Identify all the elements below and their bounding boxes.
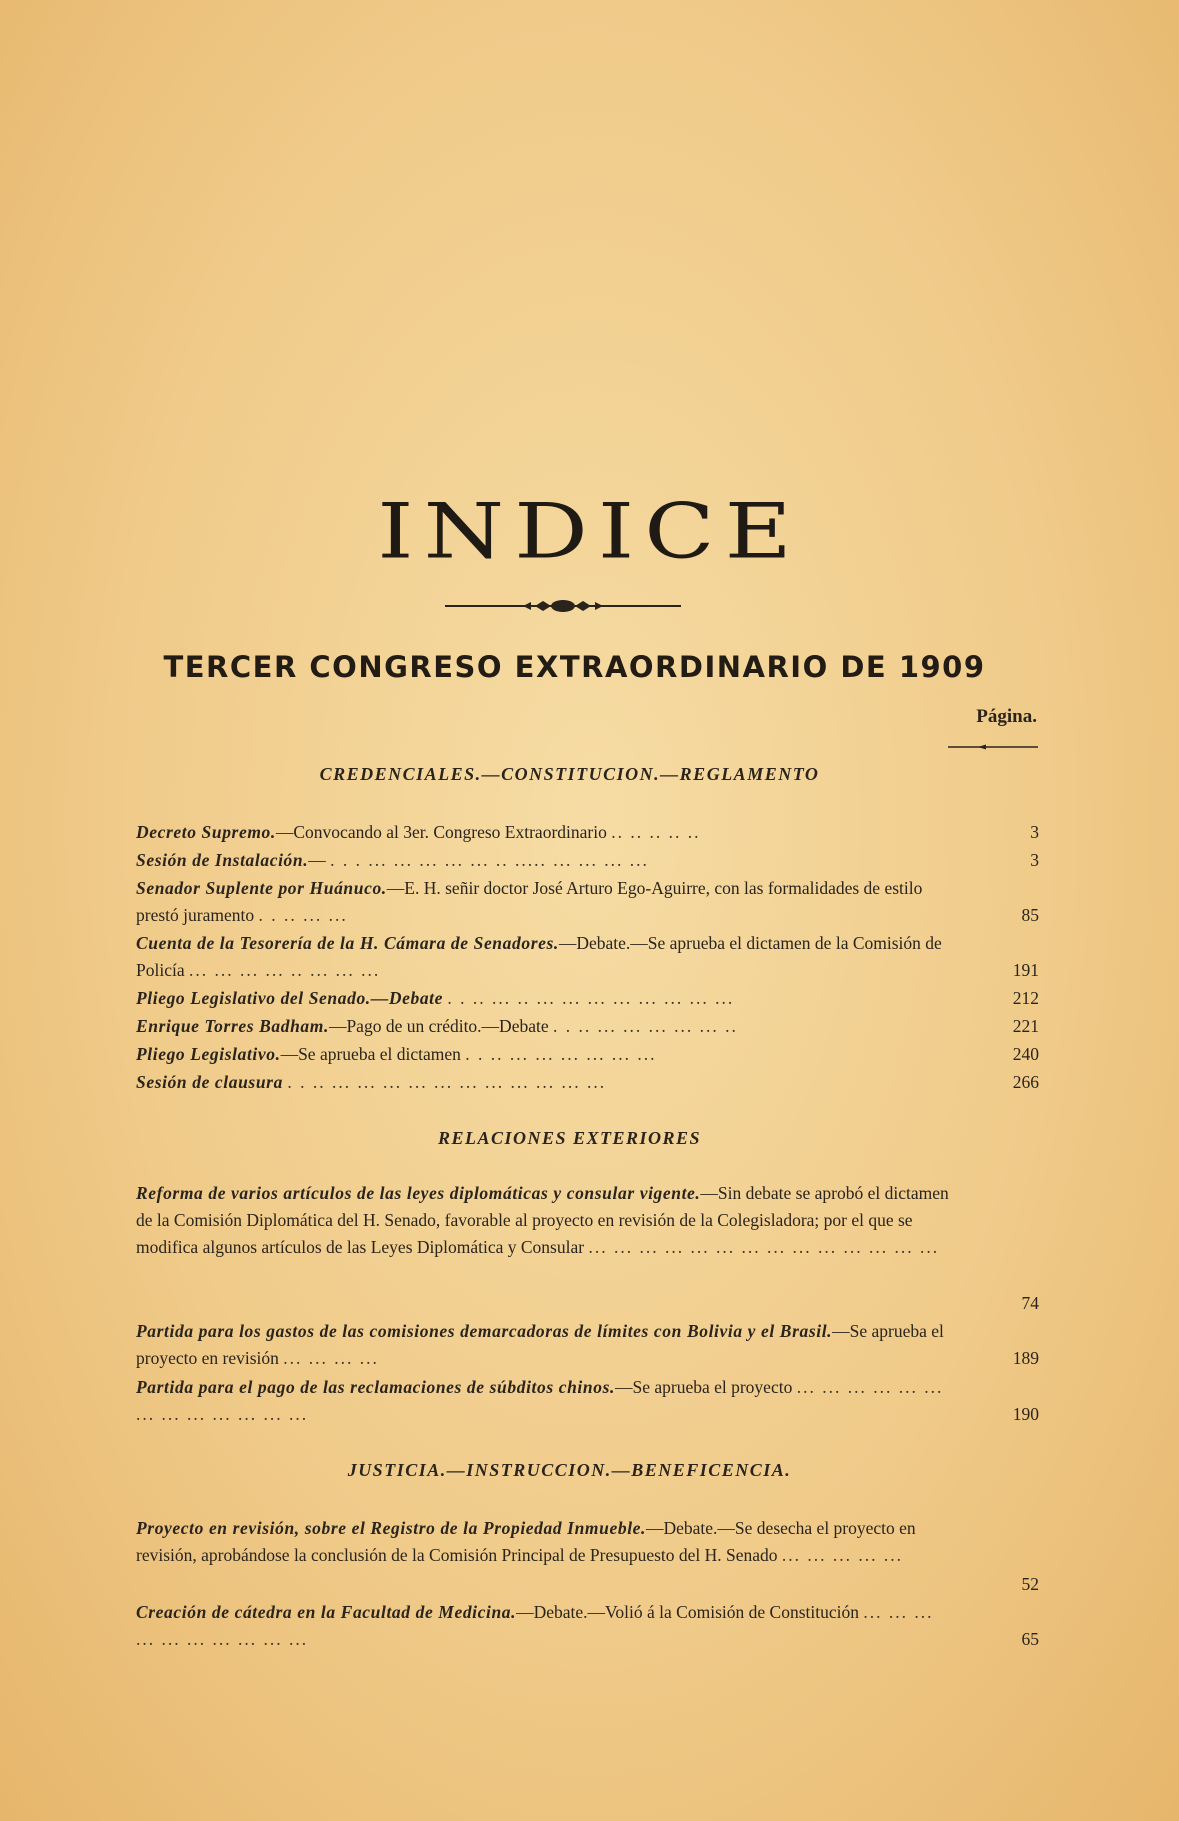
- dot-leader: ... ... ... ...: [283, 1348, 379, 1368]
- page-number: 3: [1030, 850, 1039, 870]
- entry-title: Sesión de clausura: [136, 1072, 283, 1092]
- dot-leader: . . .. ... ... ... ... ... ... ... ... ... ... ...: [287, 1072, 607, 1092]
- page-column-header: Página.: [976, 706, 1037, 727]
- entry-description: —E. H. señir doctor José Arturo Ego-Aguirre, con las formalidades de estilo prestó juramento: [136, 878, 923, 925]
- page-title: INDICE: [377, 487, 802, 576]
- page-number: 190: [1012, 1404, 1039, 1424]
- page-number: 221: [1012, 1016, 1039, 1036]
- section-title: JUSTICIA.—INSTRUCCION.—BENEFICENCIA.: [347, 1460, 792, 1480]
- entry-description: —Debate.—Se desecha el proyecto en revisión, aprobándose la conclusión de la Comisión Principal de Presupuesto del H. Senado: [136, 1518, 916, 1565]
- page-number: 74: [1021, 1293, 1039, 1313]
- page-number: 240: [1012, 1044, 1039, 1064]
- entry-title: Proyecto en revisión, sobre el Registro de la Propiedad Inmueble.: [136, 1518, 646, 1538]
- dot-leader: . . .. ... ... ... ... ... ...: [465, 1044, 657, 1064]
- page-number: 212: [1012, 988, 1039, 1008]
- ornament-divider: [445, 598, 681, 614]
- entry-title: Partida para los gastos de las comisiones demarcadoras de límites con Bolivia y el Brasil.: [136, 1321, 833, 1341]
- entry-description: —Convocando al 3er. Congreso Extraordinario: [275, 822, 607, 842]
- dot-leader: . . .. ... .. ... ... ... ... ... ... ... ...: [447, 988, 735, 1008]
- dot-leader: . . .. ... ... ... ... ... ..: [552, 1016, 738, 1036]
- entry-title: Reforma de varios artículos de las leyes diplomáticas y consular vigente.: [136, 1183, 701, 1203]
- entry-description: —: [308, 850, 326, 870]
- dot-leader: ... ... ... ... .. ... ... ...: [188, 960, 381, 980]
- entry-description: —Sin debate se aprobó el dictamen de la Comisión Diplomática del H. Senado, favorable al proyecto en revisión de la Colegisladora; por el que se modifica algunos artículos de las Leyes Diplomática y Consular: [136, 1183, 949, 1257]
- entry-title: Sesión de Instalación.: [136, 850, 309, 870]
- entry-description: —Pago de un crédito.—Debate: [328, 1016, 549, 1036]
- entry-title: Cuenta de la Tesorería de la H. Cámara de Senadores.: [136, 933, 559, 953]
- page-subtitle: TERCER CONGRESO EXTRAORDINARIO DE 1909: [163, 650, 986, 684]
- page-number: 85: [1021, 905, 1039, 925]
- entry-title: Creación de cátedra en la Facultad de Medicina.: [136, 1602, 517, 1622]
- entry-title: Pliego Legislativo.: [136, 1044, 281, 1064]
- entry-title: Partida para el pago de las reclamaciones de súbditos chinos.: [136, 1377, 615, 1397]
- entry-description: —Se aprueba el proyecto: [614, 1377, 793, 1397]
- entry-description: —Debate.—Volió á la Comisión de Constitución: [516, 1602, 859, 1622]
- entry-title: Pliego Legislativo del Senado.—Debate: [136, 988, 444, 1008]
- entry-description: —Se aprueba el dictamen: [280, 1044, 461, 1064]
- entry-title: Decreto Supremo.: [136, 822, 276, 842]
- page-number: 3: [1030, 822, 1039, 842]
- page-number: 65: [1021, 1629, 1039, 1649]
- dot-leader: ... ... ... ... ... ... ... ... ... ... ... ... ...: [136, 1377, 944, 1424]
- dot-leader: . . .. ... ...: [258, 905, 348, 925]
- page-number: 266: [1012, 1072, 1039, 1092]
- dot-leader: ... ... ... ... ... ... ... ... ... ... ... ... ... ...: [588, 1237, 940, 1257]
- dot-leader: ... ... ... ... ... ... ... ... ... ...: [136, 1602, 934, 1649]
- entry-description: —Se aprueba el proyecto en revisión: [136, 1321, 944, 1368]
- section-title: RELACIONES EXTERIORES: [437, 1128, 702, 1148]
- section-title: CREDENCIALES.—CONSTITUCION.—REGLAMENTO: [319, 764, 820, 784]
- dot-leader: .. .. .. .. ..: [611, 822, 701, 842]
- entry-title: Enrique Torres Badham.: [136, 1016, 329, 1036]
- entry-title: Senador Suplente por Huánuco.: [136, 878, 387, 898]
- dot-leader: ... ... ... ... ...: [781, 1545, 904, 1565]
- dot-leader: . . . ... ... ... ... ... .. ..... ... ... ... ...: [330, 850, 649, 870]
- page-number: 191: [1012, 960, 1039, 980]
- page-number: 189: [1012, 1348, 1039, 1368]
- page-number: 52: [1021, 1574, 1039, 1594]
- page-column-rule: [948, 744, 1038, 750]
- entry-description: —Debate.—Se aprueba el dictamen de la Comisión de Policía: [136, 933, 942, 980]
